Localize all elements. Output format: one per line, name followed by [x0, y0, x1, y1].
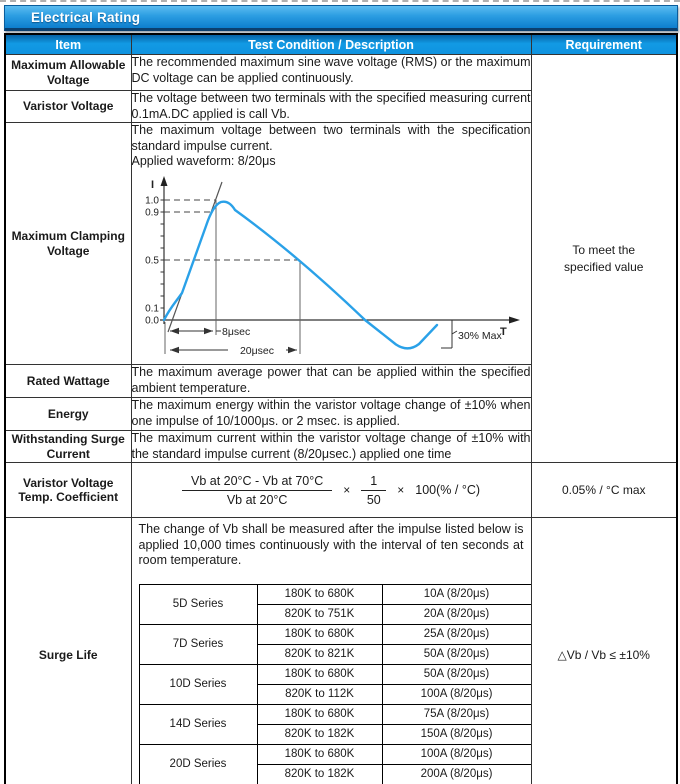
desc-energy: The maximum energy within the varistor voltage change of ±10% when one impulse of 10/1000μs. or 2 msec. is applied.: [131, 398, 531, 431]
formula-numerator: Vb at 20°C - Vb at 70°C: [182, 474, 332, 491]
surge-row: [139, 624, 531, 644]
8us-arrowhead-left: [170, 327, 179, 333]
requirement-line: To meet the: [572, 243, 636, 258]
clamping-desc-text: The maximum voltage between two terminals with the specification standard impulse current.: [131, 123, 531, 153]
20us-label: 20μsec: [239, 344, 274, 357]
formula-denominator: Vb at 20°C: [226, 492, 288, 507]
desc-temp-coefficient-formula: [131, 463, 531, 518]
series-cell: 20D Series: [139, 744, 257, 784]
applied-waveform-text: Applied waveform: 8/20μs: [131, 154, 276, 168]
formula-suffix: 100(% / °C): [415, 483, 481, 497]
section-title-bar: [4, 5, 678, 31]
surge-life-table: [139, 584, 532, 784]
surge-row: [139, 584, 531, 604]
formula-fraction-2-denominator: 50: [366, 492, 381, 507]
y-tick-0-0: 0.0: [144, 315, 159, 326]
voltage-range-cell: 180K to 680K: [257, 744, 382, 764]
8us-label: 8μsec: [221, 325, 250, 338]
surge-current-cell: 50A (8/20μs): [382, 664, 531, 684]
voltage-range-cell: 820K to 112K: [257, 684, 382, 704]
formula-fraction-2-numerator: 1: [361, 474, 386, 491]
table-header-row: [5, 34, 677, 55]
surge-current-cell: 200A (8/20μs): [382, 764, 531, 784]
table-row: [5, 518, 677, 784]
column-header-test-condition: Test Condition / Description: [131, 34, 531, 55]
series-cell: 5D Series: [139, 584, 257, 624]
multiply-sign: ×: [343, 483, 351, 497]
series-cell: 7D Series: [139, 624, 257, 664]
voltage-range-cell: 180K to 680K: [257, 624, 382, 644]
y-tick-1-0: 1.0: [144, 195, 159, 206]
20us-arrowhead-left: [170, 346, 179, 352]
x-axis-label: T: [499, 325, 507, 338]
formula-fraction-1: [182, 474, 332, 507]
impulse-waveform-figure: [134, 172, 531, 365]
page-break-dashed-line: [0, 0, 680, 2]
table-row: [5, 55, 677, 91]
requirement-surge-life: △Vb / Vb ≤ ±10%: [531, 518, 677, 784]
x-axis-arrow: [509, 316, 520, 323]
surge-current-cell: 25A (8/20μs): [382, 624, 531, 644]
series-cell: 14D Series: [139, 704, 257, 744]
voltage-range-cell: 820K to 821K: [257, 644, 382, 664]
desc-withstanding-surge-current: The maximum current within the varistor voltage change of ±10% with the standard impulse current (8/20μsec.) applied one time: [131, 431, 531, 461]
surge-row: [139, 664, 531, 684]
item-rated-wattage: Rated Wattage: [5, 365, 131, 398]
y-tick-0-9: 0.9: [144, 207, 159, 218]
item-max-clamping-voltage: Maximum Clamping Voltage: [5, 123, 131, 365]
surge-current-cell: 10A (8/20μs): [382, 584, 531, 604]
surge-current-cell: 75A (8/20μs): [382, 704, 531, 724]
desc-max-allowable-voltage: The recommended maximum sine wave voltage (RMS) or the maximum DC voltage can be applied continuously.: [131, 55, 531, 91]
requirement-merged-cell: [531, 55, 677, 463]
surge-current-cell: 100A (8/20μs): [382, 684, 531, 704]
impulse-waveform-chart: [134, 172, 520, 360]
y-axis-arrow: [160, 176, 167, 186]
column-header-item: Item: [5, 34, 131, 55]
voltage-range-cell: 820K to 751K: [257, 604, 382, 624]
surge-row: [139, 704, 531, 724]
undershoot-bracket: [441, 320, 457, 348]
item-surge-life: Surge Life: [5, 518, 131, 784]
surge-current-cell: 100A (8/20μs): [382, 744, 531, 764]
desc-rated-wattage: The maximum average power that can be applied within the specified ambient temperature.: [131, 365, 531, 398]
voltage-range-cell: 180K to 680K: [257, 664, 382, 684]
column-header-requirement: Requirement: [531, 34, 677, 55]
desc-surge-life: [131, 518, 531, 784]
surge-current-cell: 50A (8/20μs): [382, 644, 531, 664]
requirement-temp-coefficient: 0.05% / °C max: [531, 463, 677, 518]
temp-coefficient-formula: [132, 474, 531, 507]
8us-arrowhead-right: [204, 327, 213, 333]
undershoot-label: 30% Max: [457, 329, 502, 342]
surge-current-cell: 150A (8/20μs): [382, 724, 531, 744]
surge-current-cell: 20A (8/20μs): [382, 604, 531, 624]
table-row: [5, 463, 677, 518]
voltage-range-cell: 180K to 680K: [257, 704, 382, 724]
item-energy: Energy: [5, 398, 131, 431]
surge-row: [139, 744, 531, 764]
y-axis-label: I: [150, 178, 154, 191]
item-withstanding-surge-current: Withstanding Surge Current: [5, 431, 131, 463]
20us-arrowhead-right: [288, 346, 297, 352]
surge-life-intro: The change of Vb shall be measured after the impulse listed below is applied 10,000 times continuously with the interval of ten seconds at room temperature.: [138, 522, 524, 567]
multiply-sign: ×: [397, 483, 405, 497]
item-temp-coefficient: Varistor Voltage Temp. Coefficient: [5, 463, 131, 518]
requirement-line: specified value: [564, 259, 644, 274]
section-title: Electrical Rating: [31, 9, 141, 25]
item-max-allowable-voltage: Maximum Allowable Voltage: [5, 55, 131, 91]
item-varistor-voltage: Varistor Voltage: [5, 91, 131, 123]
electrical-rating-table: [4, 33, 678, 784]
y-tick-0-5: 0.5: [144, 255, 159, 266]
voltage-range-cell: 180K to 680K: [257, 584, 382, 604]
voltage-range-cell: 820K to 182K: [257, 724, 382, 744]
y-tick-0-1: 0.1: [144, 303, 159, 314]
dashed-guides: [164, 200, 300, 260]
series-cell: 10D Series: [139, 664, 257, 704]
desc-max-clamping-voltage: [131, 123, 531, 365]
formula-fraction-2: [361, 474, 386, 507]
desc-varistor-voltage: The voltage between two terminals with the specified measuring current 0.1mA.DC applied is call Vb.: [131, 91, 531, 121]
voltage-range-cell: 820K to 182K: [257, 764, 382, 784]
